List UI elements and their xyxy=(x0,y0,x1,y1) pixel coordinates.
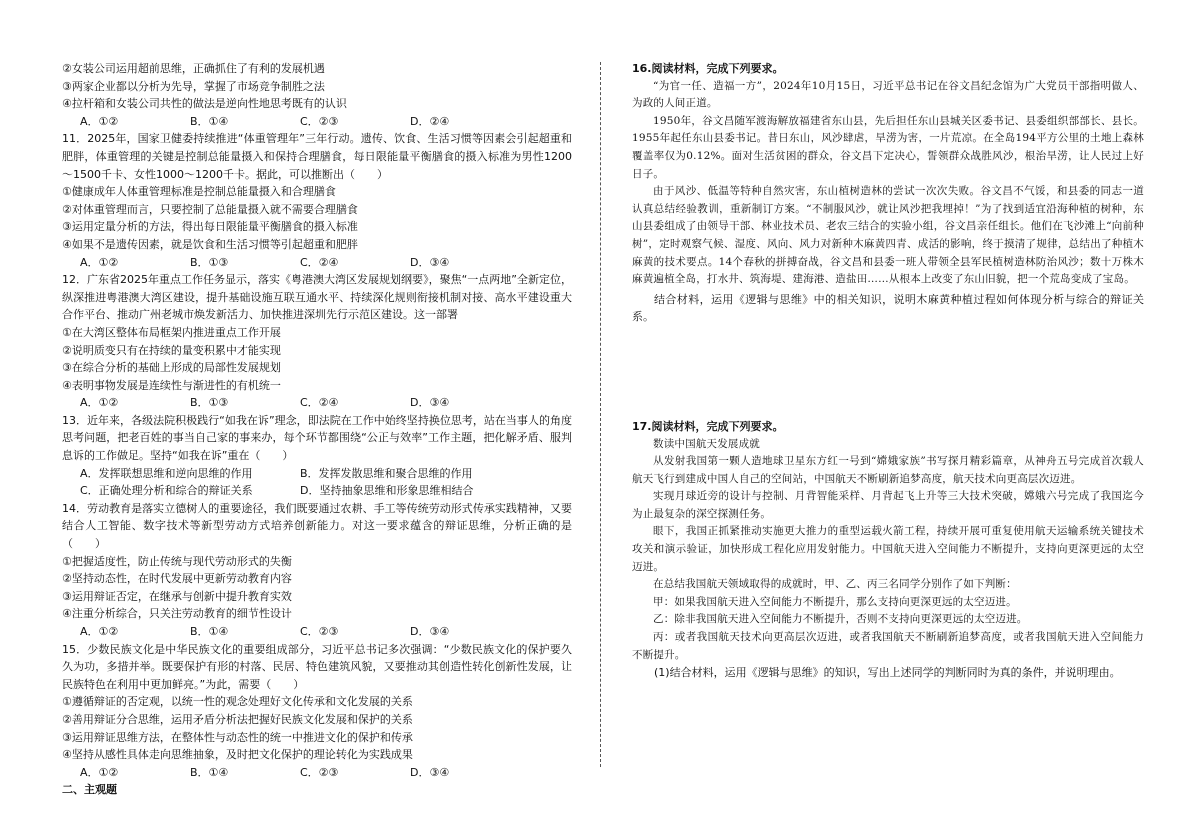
q11-item-1: ①健康成年人体重管理标准是控制总能量摄入和合理膳食 xyxy=(62,185,336,199)
q12-options xyxy=(62,394,572,412)
option-d: D．③④ xyxy=(410,396,450,410)
q16-paragraph-2: 1950年，谷文昌随军渡海解放福建省东山县，先后担任东山县城关区委书记、县委组织部部长、县长。1955年起任东山县委书记。昔日东山，风沙肆虐，旱涝为害，一片荒凉。在全岛194平方公里的土地上森林覆盖率仅为0.12%。面对生活贫困的群众，谷文昌下定决心，誓领群众战胜风沙，根治旱涝，让人民过上好日子。 xyxy=(632,114,1144,180)
q16-heading: 16.阅读材料，完成下列要求。 xyxy=(632,62,784,75)
right-column xyxy=(632,60,1144,682)
q11-item-4: ④如果不是遗传因素，就是饮食和生活习惯等引起超重和肥胖 xyxy=(62,237,358,251)
option-a: A．①② xyxy=(80,765,119,779)
q14-item-2: ②坚持动态性，在时代发展中更新劳动教育内容 xyxy=(62,572,292,586)
option-b: B．①③ xyxy=(190,396,229,410)
option-c: C．②④ xyxy=(300,255,339,269)
q13-options-row1 xyxy=(62,465,572,483)
q15-item-3: ③运用辩证思维方法，在整体性与动态性的统一中推进文化的保护和传承 xyxy=(62,730,413,744)
option-b: B．①④ xyxy=(190,765,229,779)
q17-judgement-b: 乙：除非我国航天进入空间能力不断提升，否则不支持向更深更远的太空迈进。 xyxy=(653,613,1028,626)
q12-item-3: ③在综合分析的基础上形成的局部性发展规划 xyxy=(62,361,281,375)
q12-item-2: ②说明质变只有在持续的量变积累中才能实现 xyxy=(62,343,281,357)
option-a: A．发挥联想思维和逆向思维的作用 xyxy=(80,466,253,480)
option-b: B．①④ xyxy=(190,114,229,128)
q12-item-4: ④表明事物发展是连续性与渐进性的有机统一 xyxy=(62,378,281,392)
q10-item-3: ③两家企业都以分析为先导，掌握了市场竞争制胜之法 xyxy=(62,79,325,93)
q12-item-1: ①在大湾区整体布局框架内推进重点工作开展 xyxy=(62,325,281,339)
q17-paragraph-2: 实现月球近旁的设计与控制、月背智能采样、月背起飞上升等三大技术突破，嫦娥六号完成了我国迄今为止最复杂的深空探测任务。 xyxy=(632,490,1144,520)
q14-stem: 14．劳动教育是落实立德树人的重要途径，我们既要通过农耕、手工等传统劳动形式传承实践精神，又要结合人工智能、数字技术等新型劳动方式培养创新能力。对这一要求蕴含的辩证思维，分析正确的是（ ） xyxy=(62,501,572,551)
option-d: D．②④ xyxy=(410,114,450,128)
q17-judgement-a: 甲：如果我国航天进入空间能力不断提升，那么支持向更深更远的太空迈进。 xyxy=(653,595,1017,608)
q12-stem: 12．广东省2025年重点工作任务显示，落实《粤港澳大湾区发展规划纲要》，聚焦“一点两地”全新定位，纵深推进粤港澳大湾区建设，提升基础设施互联互通水平、持续深化规则衔接机制对接、高水平建设重大合作平台、推动广州老城市焕发新活力、加快推进深圳先行示范区建设。这一部署 xyxy=(62,273,572,322)
q13-stem: 13．近年来，各级法院积极践行“如我在诉”理念，即法院在工作中始终坚持换位思考，站在当事人的角度思考问题，把老百姓的事当自己家的事来办，每个环节都围绕“公正与效率”工作主题，把化解矛盾、服判息诉的工作做足。坚持“如我在诉”重在（ ） xyxy=(62,413,572,463)
q14-item-4: ④注重分析综合，只关注劳动教育的细节性设计 xyxy=(62,607,292,621)
q10-options xyxy=(62,113,572,131)
q11-item-3: ③运用定量分析的方法，得出每日限能量平衡膳食的摄入标准 xyxy=(62,220,358,234)
q15-item-2: ②善用辩证分合思维，运用矛盾分析法把握好民族文化发展和保护的关系 xyxy=(62,712,413,726)
q16-paragraph-1: “为官一任、造福一方”，2024年10月15日，习近平总书记在谷文昌纪念馆为广大党员干部指明做人、为政的人间正道。 xyxy=(632,79,1144,110)
option-a: A．①② xyxy=(80,625,119,638)
option-c: C．②③ xyxy=(300,625,339,638)
option-b: B．①③ xyxy=(190,255,229,269)
option-d: D．坚持抽象思维和形象思维相结合 xyxy=(300,484,474,498)
q13-options-row2 xyxy=(62,482,572,500)
q14-item-3: ③运用辩证否定，在继承与创新中提升教育实效 xyxy=(62,589,292,603)
q14-item-1: ①把握适度性，防止传统与现代劳动形式的失衡 xyxy=(62,554,292,568)
q11-options xyxy=(62,254,572,272)
section-title: 二、主观题 xyxy=(62,783,117,797)
q16-question: 结合材料，运用《逻辑与思维》中的相关知识，说明木麻黄种植过程如何体现分析与综合的辩证关系。 xyxy=(632,292,1144,324)
q15-stem: 15．少数民族文化是中华民族文化的重要组成部分，习近平总书记多次强调：“少数民族文化的保护要久久为功，多措并举。既要保护有形的村落、民居、特色建筑风貌，又要推动其创造性转化创新性发展，让民族特色在利用中更加鲜亮。”为此，需要（ ） xyxy=(62,642,572,691)
q15-item-4: ④坚持从感性具体走向思维抽象，及时把文化保护的理论转化为实践成果 xyxy=(62,748,413,762)
option-a: A．①② xyxy=(80,114,119,128)
option-a: A．①② xyxy=(80,255,119,269)
option-d: D．③④ xyxy=(410,625,450,638)
option-a: A．①② xyxy=(80,396,119,410)
q15-options xyxy=(62,764,572,782)
q14-options xyxy=(62,623,572,641)
q10-item-2: ②女装公司运用超前思维，正确抓住了有利的发展机遇 xyxy=(62,62,325,75)
column-divider xyxy=(600,62,601,767)
left-column xyxy=(62,60,572,799)
q10-item-4: ④拉杆箱和女装公司共性的做法是逆向性地思考既有的认识 xyxy=(62,97,347,111)
q15-item-1: ①遵循辩证的否定观，以统一性的观念处理好文化传承和文化发展的关系 xyxy=(62,695,413,709)
answer-space xyxy=(632,326,1144,418)
option-c: C．正确处理分析和综合的辩证关系 xyxy=(80,484,253,498)
option-b: B．①④ xyxy=(190,625,229,638)
q11-stem: 11．2025年，国家卫健委持续推进“体重管理年”三年行动。遗传、饮食、生活习惯等因素会引起超重和肥胖，体重管理的关键是控制总能量摄入和保持合理膳食，每日限能量平衡膳食的摄入标准为男性1200～1500千卡、女性1000～1200千卡。据此，可以推断出（ ） xyxy=(62,132,572,181)
option-c: C．②③ xyxy=(300,765,339,779)
option-d: D．③④ xyxy=(410,765,450,779)
option-c: C．②④ xyxy=(300,396,339,410)
q11-item-2: ②对体重管理而言，只要控制了总能量摄入就不需要合理膳食 xyxy=(62,202,358,216)
q16-paragraph-3: 由于风沙、低温等特种自然灾害，东山植树造林的尝试一次次失败。谷文昌不气馁，和县委的同志一道认真总结经验教训，重新制订方案。“不制服风沙，就让风沙把我埋掉！”为了找到适宜沿海种植的树种，东山县委组成了由领导干部、林业技术员、老农三结合的实验小组，谷文昌亲任组长。他们在飞沙滩上“向前种树”，定时观察气候、湿度、风向、风力对新种木麻黄四青、成活的影响，终于摸清了规律，总结出了种植木麻黄的技术要点。14个春秋的拼搏奋战，谷文昌和县委一班人带领全县军民植树造林防治风沙；数十万株木麻黄遍植全岛，打水井、筑海堤、建海港、造盐田……从根本上改变了东山旧貌，把一个荒岛变成了宝岛。 xyxy=(632,185,1144,286)
option-d: D．③④ xyxy=(410,255,450,269)
q17-title: 数读中国航天发展成就 xyxy=(653,437,760,450)
option-b: B．发挥发散思维和聚合思维的作用 xyxy=(300,466,473,480)
q17-paragraph-4: 在总结我国航天领域取得的成就时，甲、乙、丙三名同学分别作了如下判断： xyxy=(653,578,1017,591)
q17-paragraph-1: 从发射我国第一颗人造地球卫星东方红一号到“嫦娥家族”书写探月精彩篇章，从神舟五号完成首次载人航天飞行到建成中国人自己的空间站，中国航天不断刷新追梦高度，航天技术向更高层次迈进。 xyxy=(632,455,1144,485)
q17-heading: 17.阅读材料，完成下列要求。 xyxy=(632,419,784,433)
q17-question-1: (1)结合材料，运用《逻辑与思维》的知识，写出上述同学的判断同时为真的条件，并说明理由。 xyxy=(654,666,1121,680)
q17-paragraph-3: 眼下，我国正抓紧推动实施更大推力的重型运载火箭工程，持续开展可重复使用航天运输系统关键技术攻关和演示验证，加快形成工程化应用发射能力。中国航天进入空间能力不断提升，支持向更深更远的太空迈进。 xyxy=(632,525,1144,573)
option-c: C．②③ xyxy=(300,114,339,128)
q17-judgement-c: 丙：或者我国航天技术向更高层次迈进，或者我国航天不断刷新追梦高度，或者我国航天进入空间能力不断提升。 xyxy=(632,631,1144,661)
